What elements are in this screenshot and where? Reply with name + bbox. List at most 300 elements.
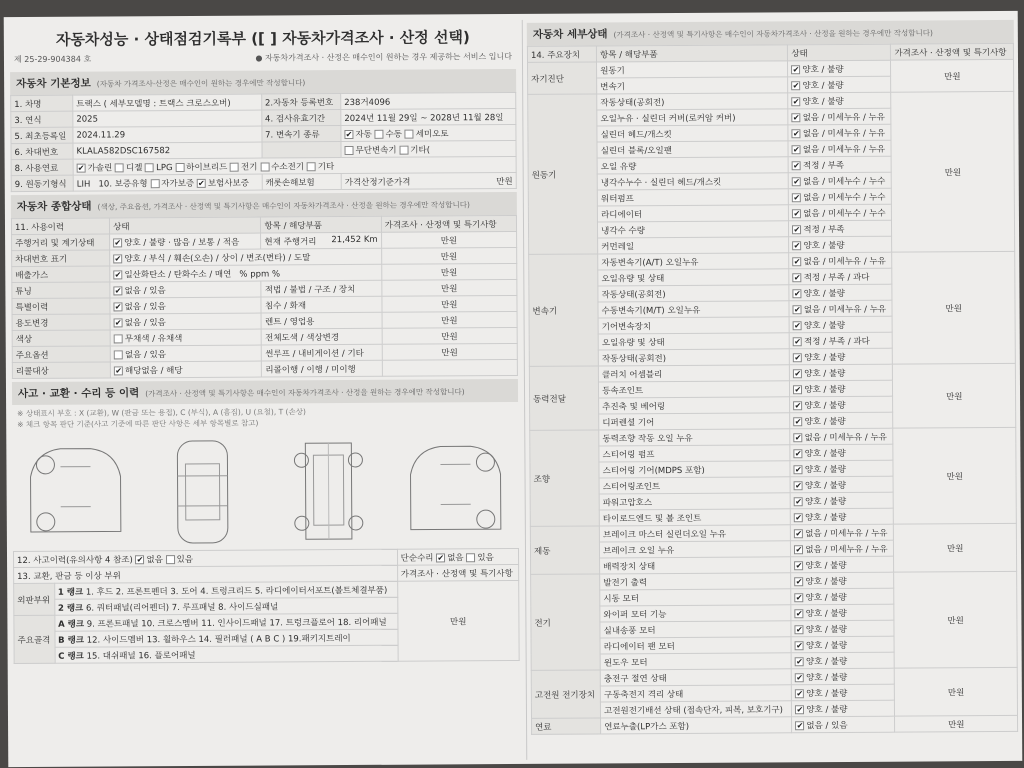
group-price: 만원	[892, 251, 1015, 364]
state-checkbox[interactable]	[795, 593, 804, 602]
warranty-opt: 자가보증	[161, 178, 195, 189]
state-checkbox[interactable]	[793, 353, 802, 362]
state-checkbox[interactable]	[793, 321, 802, 330]
simple-opt: 있음	[477, 552, 494, 563]
row-opts-text: 없음 / 있음	[124, 349, 167, 360]
inspection-period: 2024년 11월 29일 ~ 2028년 11월 28일	[341, 108, 516, 125]
fuel-opt: LPG	[156, 162, 173, 173]
car-side-left-icon	[21, 436, 132, 549]
state-checkbox[interactable]	[114, 366, 123, 375]
state-text: 양호 / 불량	[804, 416, 846, 427]
row-label: 주요옵션	[12, 346, 110, 363]
simple-opt: 없음	[447, 552, 464, 563]
fuel-lpg-checkbox[interactable]	[145, 163, 154, 172]
state-checkbox[interactable]	[795, 705, 804, 714]
state-checkbox[interactable]	[791, 81, 800, 90]
item-state	[789, 236, 892, 253]
col-header: 상태	[110, 217, 261, 234]
state-checkbox[interactable]	[114, 286, 123, 295]
row-opts	[110, 361, 261, 378]
fuel-gasoline-checkbox[interactable]	[77, 163, 86, 172]
simple-none-checkbox[interactable]	[436, 553, 445, 562]
state-text: 양호 / 불량	[805, 624, 847, 635]
row-opts	[110, 264, 382, 282]
item-label: 작동상태(공회전)	[598, 349, 789, 366]
engine-type: LIH	[76, 179, 91, 190]
state-checkbox[interactable]	[793, 337, 802, 346]
row-label: 용도변경	[12, 314, 110, 331]
detail-table	[527, 43, 1018, 735]
item-label: 냉각수누수 · 실린더 헤드/개스킷	[597, 173, 788, 190]
detail-row	[530, 427, 1016, 446]
item-state	[790, 332, 893, 349]
col-header: 11. 사용이력	[11, 218, 109, 235]
item-label: 자동변속기(A/T) 오일누유	[598, 253, 789, 270]
item-label: 추진축 및 베어링	[599, 397, 790, 414]
state-text: 없음 / 미세누수 / 누수	[803, 192, 886, 203]
row-opts-text: 해당없음 / 해당	[125, 365, 183, 376]
row-unit: 만원	[382, 295, 518, 312]
row-detail: 리콜이행 / 이행 / 미이행	[262, 360, 382, 377]
basic-info-table	[10, 92, 517, 192]
basic-info-note: (자동차 가격조사·산정은 매수인이 원하는 경우에만 작성합니다)	[96, 78, 306, 89]
row-opts	[110, 281, 261, 298]
item-label: 오일 유량	[597, 157, 788, 174]
state-checkbox[interactable]	[792, 241, 801, 250]
row-opts	[110, 329, 261, 346]
state-checkbox[interactable]	[794, 449, 803, 458]
state-checkbox[interactable]	[794, 529, 803, 538]
state-checkbox[interactable]	[794, 561, 803, 570]
row-opts	[110, 313, 261, 330]
row-unit: 만원	[381, 263, 517, 280]
rank-label: 1 랭크	[57, 587, 84, 598]
state-text: 없음 / 미세누유 / 누유	[805, 528, 888, 539]
group-label: 전기	[531, 574, 601, 670]
group-price: 만원	[895, 715, 1018, 732]
row-opts-text: 일산화탄소 / 탄화수소 / 매연	[124, 269, 232, 280]
item-label: 변속기	[597, 77, 788, 94]
state-text: 적정 / 부족	[803, 224, 845, 235]
item-label: 라디에이터	[598, 205, 789, 222]
state-text: 적정 / 부족 / 과다	[803, 272, 870, 283]
rank-items: 15. 대쉬패널 16. 플로어패널	[86, 650, 196, 662]
state-text: 없음 / 미세누수 / 누수	[803, 208, 886, 219]
item-label: 디퍼렌셜 기어	[599, 413, 790, 430]
state-text: 적정 / 부족 / 과다	[804, 336, 870, 347]
group-price: 만원	[891, 91, 1014, 252]
insurer-name: 캐롯손해보험	[262, 174, 341, 190]
first-reg-label: 5. 최초등록일	[11, 127, 73, 143]
state-text: 양호 / 불량	[804, 448, 846, 459]
item-state	[791, 508, 894, 525]
item-label: 냉각수 수량	[598, 221, 789, 238]
item-label: 고전원전기배선 상태 (접속단자, 피복, 보호기구)	[601, 701, 792, 718]
item-label: 브레이크 마스터 실린더오일 누유	[599, 525, 790, 542]
state-checkbox[interactable]	[113, 238, 122, 247]
row-opts-text: 없음 / 있음	[124, 301, 166, 312]
summary-title: 자동차 종합상태	[16, 200, 92, 214]
item-label: 발전기 출력	[600, 573, 791, 590]
car-top-view-icon	[147, 436, 258, 549]
state-checkbox[interactable]	[794, 513, 803, 522]
item-label: 작동상태(공회전)	[597, 93, 788, 110]
item-state	[790, 492, 893, 509]
document-title: 자동차성능 · 상태점검기록부 ([ ] 자동차가격조사 · 산정 선택)	[55, 28, 470, 49]
fuel-label: 8. 사용연료	[11, 159, 73, 175]
price-calc-cell	[341, 172, 516, 189]
state-checkbox[interactable]	[791, 65, 800, 74]
state-checkbox[interactable]	[795, 657, 804, 666]
legend-line: ※ 체크 항목 판단 기준(사고 기준에 따른 판단 사항은 세부 항목별로 참고)	[17, 418, 259, 430]
row-label: 색상	[12, 330, 110, 347]
state-checkbox[interactable]	[114, 350, 123, 359]
row-detail: 전체도색 / 색상변경	[262, 328, 382, 345]
item-label: 실린더 블록/오일팬	[597, 141, 788, 158]
group-price: 만원	[894, 523, 1017, 572]
row-unit	[382, 359, 518, 376]
item-state	[792, 684, 895, 701]
item-state	[788, 124, 891, 141]
state-text: 없음 / 미세누유 / 누유	[802, 128, 886, 139]
price-calc-label: 가격산정기준가격	[344, 177, 411, 188]
fuel-ev-checkbox[interactable]	[230, 162, 239, 171]
col-header: 항목 / 해당부품	[261, 216, 381, 233]
state-text: 없음 / 미세누유 / 누유	[802, 144, 886, 155]
row-opts-text: 양호 / 부식 / 훼손(오손) / 상이 / 변조(변타) / 도말	[124, 252, 311, 264]
row-unit: 만원	[381, 279, 517, 296]
row-label: 리콜대상	[12, 362, 110, 379]
state-text: 양호 / 불량	[805, 560, 847, 571]
trans-options-2	[341, 140, 516, 157]
rank-items: 12. 사이드멤버 13. 휠하우스 14. 필러패널 ( A B C ) 19.패키지트레이	[86, 633, 351, 646]
item-state	[789, 172, 892, 189]
row-unit: 만원	[381, 247, 517, 264]
item-label: 실린더 헤드/개스킷	[597, 125, 788, 142]
price-head: 가격조사 · 산정액 및 특기사항	[397, 564, 518, 581]
fuel-opt: 기타	[317, 161, 335, 172]
row-opts-text: 없음 / 있음	[124, 285, 166, 296]
row-opts-text: 무채색 / 유채색	[124, 333, 183, 344]
rank-label: 2 랭크	[57, 603, 84, 614]
group-price: 만원	[893, 427, 1016, 524]
state-checkbox[interactable]	[793, 257, 802, 266]
state-checkbox[interactable]	[794, 545, 803, 554]
first-reg: 2024.11.29	[73, 126, 262, 143]
state-text: 양호 / 불량	[805, 640, 848, 651]
col-header: 상태	[788, 44, 891, 61]
state-checkbox[interactable]	[793, 401, 802, 410]
accident-label: 12. 사고이력(유의사항 4 참조)	[17, 554, 133, 566]
item-state	[788, 140, 891, 157]
row-unit: 만원	[382, 311, 518, 328]
state-checkbox[interactable]	[113, 270, 122, 279]
item-state	[790, 460, 893, 477]
fuel-opt: 하이브리드	[186, 162, 228, 173]
state-checkbox[interactable]	[792, 177, 801, 186]
row-opts-text: 양호 / 불량 · 많음 / 보통 / 적음	[124, 237, 240, 248]
state-checkbox[interactable]	[792, 209, 801, 218]
state-text: 양호 / 불량	[805, 512, 847, 523]
rankC-row	[55, 645, 398, 663]
item-state	[791, 604, 894, 621]
right-page	[522, 17, 1019, 760]
row-label: 배출가스	[12, 266, 110, 283]
accident-header	[12, 379, 518, 405]
accident-opt: 있음	[176, 554, 194, 565]
row-label: 차대번호 표기	[12, 250, 110, 267]
col-header: 가격조사 · 산정액 및 특기사항	[381, 215, 517, 232]
item-state	[791, 524, 894, 541]
item-label: 시동 모터	[600, 589, 791, 606]
trans-auto-checkbox[interactable]	[344, 129, 353, 138]
item-state	[790, 380, 893, 397]
fuel-opt: 가솔린	[87, 162, 113, 174]
accident-title: 사고 · 교환 · 수리 등 이력	[17, 387, 140, 401]
item-state	[790, 428, 893, 445]
fuel-diesel-checkbox[interactable]	[115, 163, 124, 172]
item-state	[789, 220, 892, 237]
item-state	[789, 284, 892, 301]
col-header: 가격조사 · 산정액 및 특기사항	[891, 43, 1014, 60]
trans-opt: 기타(	[410, 145, 431, 156]
detail-row	[528, 59, 1014, 78]
rank-label: A 랭크	[58, 619, 85, 630]
trans-cvt-checkbox[interactable]	[344, 145, 353, 154]
item-label: 클러치 어셈블리	[598, 365, 789, 382]
trans-options	[341, 124, 516, 141]
item-state	[791, 540, 894, 557]
fuel-hydrogen-checkbox[interactable]	[260, 162, 269, 171]
year-label: 3. 연식	[11, 111, 73, 127]
state-checkbox[interactable]	[794, 465, 803, 474]
state-checkbox[interactable]	[793, 273, 802, 282]
item-label: 동력조향 작동 오일 누유	[599, 429, 790, 446]
vin-label: 6. 차대번호	[11, 143, 73, 159]
state-text: 없음 / 있음	[806, 720, 848, 731]
state-checkbox[interactable]	[114, 318, 123, 327]
row-detail: 렌트 / 영업용	[261, 312, 381, 329]
state-text: 양호 / 불량	[804, 480, 847, 491]
item-label: 브레이크 오일 누유	[600, 541, 791, 558]
state-checkbox[interactable]	[795, 641, 804, 650]
trans-opt: 무단변속기	[355, 145, 397, 156]
state-checkbox[interactable]	[792, 161, 801, 170]
trans-label: 7. 변속기 종류	[262, 126, 341, 142]
state-text: 양호 / 불량	[804, 352, 846, 363]
car-diagram	[12, 430, 519, 551]
rank-items: 9. 프론트패널 10. 크로스멤버 11. 인사이드패널 17. 트렁크플로어 18. 리어패널	[86, 617, 387, 630]
item-state	[791, 588, 894, 605]
row-detail: 적법 / 불법 / 구조 / 장치	[261, 280, 381, 297]
item-label: 라디에이터 팬 모터	[600, 637, 791, 654]
simple-yes-checkbox[interactable]	[466, 553, 475, 562]
detail-text: 현재 주행거리	[264, 236, 317, 248]
row-unit: 만원	[382, 343, 518, 360]
detail-row	[531, 571, 1017, 590]
item-state	[790, 348, 893, 365]
detail-row	[528, 91, 1014, 110]
col-header: 항목 / 해당부품	[597, 45, 788, 62]
state-text: 양호 / 불량	[803, 288, 845, 299]
state-checkbox[interactable]	[793, 369, 802, 378]
state-text: 양호 / 불량	[806, 704, 848, 715]
state-checkbox[interactable]	[795, 577, 804, 586]
reg-no-label: 2.자동차 등록번호	[261, 94, 340, 110]
trans-manual-checkbox[interactable]	[375, 129, 384, 138]
state-text: 양호 / 불량	[806, 688, 848, 699]
state-checkbox[interactable]	[795, 673, 804, 682]
state-text: 없음 / 미세누유 / 누유	[804, 432, 887, 443]
item-label: 워터펌프	[597, 189, 788, 206]
item-state	[791, 636, 894, 653]
state-text: 양호 / 불량	[805, 608, 847, 619]
state-checkbox[interactable]	[114, 334, 123, 343]
warranty-label: 10. 보증유형	[98, 178, 148, 190]
fuel-hybrid-checkbox[interactable]	[175, 163, 184, 172]
row-detail	[261, 232, 381, 249]
group-label: 조향	[530, 430, 600, 526]
rank-items: 6. 쿼터패널(리어펜더) 7. 루프패널 8. 사이드실패널	[85, 601, 279, 614]
item-state	[788, 92, 891, 109]
group-label: 연료	[532, 718, 601, 734]
state-checkbox[interactable]	[792, 129, 801, 138]
detail-text: % ppm %	[239, 268, 281, 280]
legend-line: ※ 상태표시 부호 : X (교환), W (판금 또는 용접), C (부식), A (흠집), U (요철), T (손상)	[17, 407, 306, 419]
item-label: 와이퍼 모터 기능	[600, 605, 791, 622]
row-opts-text: 없음 / 있음	[124, 317, 166, 328]
item-label: 오일유량 및 상태	[598, 333, 789, 350]
item-label: 윈도우 모터	[600, 653, 791, 670]
state-text: 양호 / 불량	[804, 464, 847, 475]
row-detail: 썬루프 / 내비게이션 / 기타	[262, 344, 382, 361]
detail-header	[527, 20, 1014, 46]
item-label: 스티어링 기어(MDPS 포함)	[599, 461, 790, 478]
state-checkbox[interactable]	[114, 302, 123, 311]
item-label: 커먼레일	[598, 237, 789, 254]
item-label: 파워고압호스	[599, 493, 790, 510]
item-state	[789, 252, 892, 269]
exchange-label: 13. 교환, 판금 등 이상 부위	[14, 565, 398, 583]
state-checkbox[interactable]	[795, 721, 804, 730]
item-label: 오일누유 · 실린더 커버(로커암 커버)	[597, 109, 788, 126]
detail-row	[530, 523, 1016, 542]
item-state	[789, 204, 892, 221]
vin: KLALA582DSC167582	[73, 142, 262, 159]
item-label: 기어변속장치	[598, 317, 789, 334]
trans-other-checkbox[interactable]	[399, 145, 408, 154]
group-price: 만원	[895, 667, 1018, 716]
trans-opt: 수동	[385, 129, 403, 140]
item-label: 스티어링 펌프	[599, 445, 790, 462]
rank-label: B 랭크	[58, 635, 85, 646]
item-state	[788, 156, 891, 173]
detail-row	[531, 667, 1017, 686]
row-opts	[110, 297, 261, 314]
state-text: 없음 / 미세누수 / 누수	[803, 176, 886, 187]
accident-note: (가격조사 · 산정액 및 특기사항은 매수인이 자동차가격조사 · 산정을 원하는 경우에만 작성합니다)	[145, 387, 465, 399]
state-text: 양호 / 불량	[803, 320, 846, 331]
state-checkbox[interactable]	[795, 689, 804, 698]
state-checkbox[interactable]	[792, 145, 801, 154]
fuel-opt: 전기	[241, 162, 258, 173]
state-checkbox[interactable]	[795, 609, 804, 618]
exchange-price: 만원	[397, 580, 519, 661]
accident-none-checkbox[interactable]	[135, 555, 144, 564]
state-checkbox[interactable]	[792, 113, 801, 122]
summary-row	[12, 359, 517, 378]
accident-legend	[12, 402, 518, 433]
simple-repair	[397, 548, 518, 565]
state-checkbox[interactable]	[113, 254, 122, 263]
main-frame-label: 주요골격	[14, 615, 55, 663]
item-label: 타이로드엔드 및 볼 조인트	[599, 509, 790, 526]
item-label: 구동축전지 격리 상태	[600, 685, 791, 702]
warranty-insurer-checkbox[interactable]	[197, 178, 206, 187]
row-opts	[110, 345, 261, 362]
inspection-record-sheet	[4, 11, 1023, 767]
state-text: 없음 / 미세누유 / 누유	[803, 256, 886, 267]
state-text: 양호 / 불량	[802, 64, 844, 75]
state-text: 없음 / 미세누유 / 누유	[803, 304, 887, 315]
detail-note: (가격조사 · 산정액 및 특기사항은 매수인이 자동차가격조사 · 산정을 원하는 경우에만 작성합니다)	[613, 28, 933, 40]
car-side-right-icon	[400, 434, 511, 547]
item-label: 연료누출(LP가스 포함)	[601, 717, 792, 734]
col-header: 14. 주요장치	[527, 46, 596, 62]
state-checkbox[interactable]	[793, 305, 802, 314]
state-text: 양호 / 불량	[802, 80, 844, 91]
detail-title: 자동차 세부상태	[532, 28, 608, 41]
detail-row	[532, 715, 1018, 734]
state-checkbox[interactable]	[794, 417, 803, 426]
state-checkbox[interactable]	[794, 433, 803, 442]
item-state	[791, 556, 894, 573]
odometer-value: 21,452 Km	[331, 234, 378, 245]
row-detail: 침수 / 화재	[261, 296, 381, 313]
item-label: 등속조인트	[599, 381, 790, 398]
trans-semi-checkbox[interactable]	[405, 129, 414, 138]
row-unit: 만원	[381, 231, 517, 248]
accident-yes-checkbox[interactable]	[166, 555, 175, 564]
state-checkbox[interactable]	[792, 193, 801, 202]
group-label: 변속기	[529, 254, 599, 366]
group-label: 원동기	[528, 94, 598, 254]
rank-items: 1. 후드 2. 프론트펜더 3. 도어 4. 트렁크리드 5. 라디에이터서포트(볼트체결부품)	[85, 585, 388, 598]
state-checkbox[interactable]	[794, 497, 803, 506]
warranty-opt: 보험사보증	[207, 178, 249, 189]
item-label: 실내송풍 모터	[600, 621, 791, 638]
summary-header	[11, 192, 517, 218]
state-checkbox[interactable]	[792, 225, 801, 234]
group-label: 자기진단	[528, 62, 597, 94]
state-checkbox[interactable]	[793, 385, 802, 394]
price-unit: 만원	[496, 176, 513, 187]
item-state	[790, 412, 893, 429]
engine-cell	[73, 174, 262, 191]
state-text: 양호 / 불량	[805, 576, 847, 587]
group-label: 고전원 전기장치	[531, 670, 600, 718]
accident-opt: 없음	[146, 554, 163, 565]
state-checkbox[interactable]	[794, 481, 803, 490]
state-text: 없음 / 미세누유 / 누유	[802, 112, 885, 123]
state-checkbox[interactable]	[792, 97, 801, 106]
item-state	[788, 76, 891, 93]
fuel-other-checkbox[interactable]	[307, 162, 316, 171]
state-checkbox[interactable]	[795, 625, 804, 634]
warranty-self-checkbox[interactable]	[150, 179, 159, 188]
item-label: 원동기	[597, 61, 788, 78]
state-checkbox[interactable]	[793, 289, 802, 298]
